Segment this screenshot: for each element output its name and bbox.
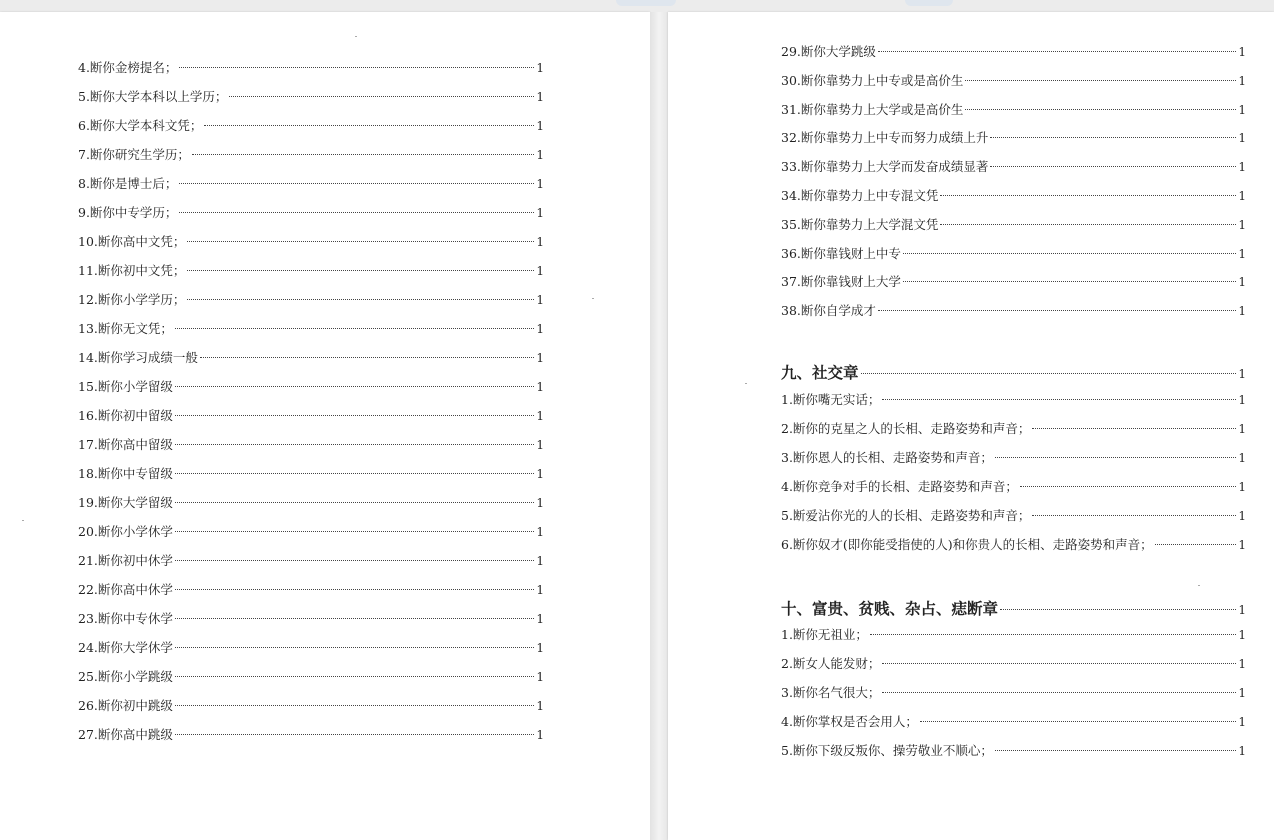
leader-dots — [175, 473, 534, 474]
toc-page-number: 1 — [536, 409, 544, 423]
toc-page-number: 1 — [536, 612, 544, 626]
toc-page-number: 1 — [536, 293, 544, 307]
page-bottom-margin — [0, 755, 650, 775]
toc-entry — [781, 301, 1246, 330]
toc-entry — [78, 232, 544, 261]
toc-entry — [781, 272, 1246, 301]
toc-entry-label: 7.断你研究生学历； — [78, 147, 190, 162]
toc-page-number: 1 — [536, 641, 544, 655]
toc-entry-label: 31.断你靠势力上大学或是高价生 — [781, 101, 964, 117]
toc-entry-label: 8.断你是博士后； — [78, 176, 178, 191]
toc-entry — [781, 186, 1246, 215]
toc-entry — [78, 87, 544, 116]
scan-speck — [22, 520, 24, 521]
toc-entry-label: 3.断你恩人的长相、走路姿势和声音； — [781, 450, 993, 465]
leader-dots — [175, 415, 534, 416]
toc-page-number: 1 — [536, 699, 544, 713]
leader-dots — [965, 80, 1236, 81]
leader-dots — [990, 166, 1236, 167]
toc-entry — [78, 725, 544, 754]
toc-entry-label: 5.断爱沾你光的人的长相、走路姿势和声音； — [781, 508, 1031, 523]
leader-dots — [175, 734, 534, 735]
toc-page-number: 1 — [536, 90, 544, 104]
toc-page-number: 1 — [536, 467, 544, 481]
right-toc-list — [781, 42, 1246, 330]
toc-entry-label: 30.断你靠势力上中专或是高价生 — [781, 72, 964, 88]
leader-dots — [204, 125, 534, 126]
toc-entry — [781, 128, 1246, 157]
toc-entry — [781, 741, 1246, 770]
toc-entry — [78, 551, 544, 580]
toc-entry — [78, 638, 544, 667]
toc-entry — [78, 493, 544, 522]
toc-page-number: 1 — [536, 235, 544, 249]
toc-entry-label: 4.断你掌权是否会用人； — [781, 714, 918, 729]
toc-entry — [781, 419, 1246, 448]
viewer-tab-marker — [905, 0, 953, 6]
leader-dots — [965, 109, 1236, 110]
toc-entry — [78, 348, 544, 377]
scan-speck — [745, 383, 747, 384]
leader-dots — [200, 357, 534, 358]
toc-entry — [78, 319, 544, 348]
toc-entry-label: 10.断你高中文凭； — [78, 234, 186, 249]
section-title: 十、富贵、贫贱、杂占、痣断章 — [781, 599, 999, 618]
section-page-number: 1 — [1238, 367, 1246, 381]
toc-entry-label: 4.断你竞争对手的长相、走路姿势和声音； — [781, 479, 1018, 494]
toc-page-number: 1 — [1238, 509, 1246, 523]
leader-dots — [1000, 609, 1236, 610]
section-heading-10 — [781, 597, 1246, 625]
toc-entry — [781, 42, 1246, 71]
toc-entry — [781, 506, 1246, 535]
toc-page-number: 1 — [1238, 102, 1246, 117]
toc-page-number: 1 — [536, 525, 544, 539]
toc-entry-label: 37.断你靠钱财上大学 — [781, 274, 901, 290]
leader-dots — [940, 195, 1236, 196]
toc-entry — [78, 377, 544, 406]
left-toc-list — [78, 58, 544, 783]
toc-entry-label: 1.断你嘴无实话； — [781, 392, 881, 407]
toc-entry — [781, 654, 1246, 683]
toc-page-number: 1 — [1238, 393, 1246, 407]
section-heading-9 — [781, 361, 1246, 389]
toc-entry — [78, 464, 544, 493]
toc-page-number: 1 — [1238, 73, 1246, 88]
toc-page-number: 1 — [1238, 538, 1246, 552]
leader-dots — [187, 270, 534, 271]
toc-entry-label: 9.断你中专学历； — [78, 205, 178, 220]
toc-entry — [78, 696, 544, 725]
toc-entry — [781, 215, 1246, 244]
toc-entry-label: 18.断你中专留级 — [78, 466, 173, 481]
leader-dots — [995, 750, 1236, 751]
toc-entry — [78, 290, 544, 319]
toc-page-number: 1 — [1238, 480, 1246, 494]
toc-entry-label: 35.断你靠势力上大学混文凭 — [781, 216, 939, 232]
toc-entry-label: 5.断你大学本科以上学历； — [78, 89, 228, 104]
leader-dots — [903, 281, 1236, 282]
leader-dots — [1155, 544, 1237, 545]
toc-page-number: 1 — [536, 554, 544, 568]
toc-entry-label: 20.断你小学休学 — [78, 524, 173, 539]
toc-entry — [78, 261, 544, 290]
leader-dots — [882, 692, 1236, 693]
toc-entry — [78, 145, 544, 174]
toc-entry — [781, 390, 1246, 419]
section-page-number: 1 — [1238, 603, 1246, 617]
toc-entry — [781, 157, 1246, 186]
toc-page-number: 1 — [1238, 275, 1246, 290]
toc-page-number: 1 — [1238, 188, 1246, 203]
leader-dots — [175, 560, 534, 561]
leader-dots — [940, 224, 1236, 225]
toc-entry — [78, 406, 544, 435]
toc-entry-label: 21.断你初中休学 — [78, 553, 173, 568]
toc-page-number: 1 — [536, 148, 544, 162]
toc-entry — [781, 683, 1246, 712]
toc-page-number: 1 — [536, 206, 544, 220]
leader-dots — [192, 154, 534, 155]
leader-dots — [878, 51, 1236, 52]
toc-page-number: 1 — [1238, 246, 1246, 261]
toc-page-number: 1 — [1238, 657, 1246, 671]
toc-entry-label: 27.断你高中跳级 — [78, 727, 173, 742]
toc-entry-label: 23.断你中专休学 — [78, 611, 173, 626]
leader-dots — [882, 399, 1236, 400]
toc-page-number: 1 — [536, 177, 544, 191]
toc-entry-label: 25.断你小学跳级 — [78, 669, 173, 684]
toc-entry-label: 16.断你初中留级 — [78, 408, 173, 423]
leader-dots — [175, 647, 534, 648]
leader-dots — [175, 444, 534, 445]
leader-dots — [175, 705, 534, 706]
toc-entry-label: 5.断你下级反叛你、操劳敬业不顺心； — [781, 743, 993, 758]
leader-dots — [1032, 428, 1236, 429]
toc-entry-label: 29.断你大学跳级 — [781, 44, 876, 59]
toc-entry-label: 12.断你小学学历； — [78, 292, 186, 307]
toc-entry-label: 11.断你初中文凭； — [78, 263, 186, 278]
toc-entry — [78, 522, 544, 551]
toc-entry — [781, 712, 1246, 741]
toc-page-number: 1 — [1238, 422, 1246, 436]
toc-entry — [78, 203, 544, 232]
leader-dots — [861, 373, 1237, 374]
leader-dots — [187, 299, 534, 300]
toc-page-number: 1 — [536, 380, 544, 394]
toc-entry — [781, 244, 1246, 273]
toc-entry — [781, 625, 1246, 654]
toc-page-number: 1 — [1238, 744, 1246, 758]
toc-page-number: 1 — [536, 438, 544, 452]
toc-entry — [781, 535, 1246, 564]
toc-entry-label: 2.断女人能发财； — [781, 656, 881, 671]
section-9-toc-list — [781, 390, 1246, 564]
toc-entry-label: 26.断你初中跳级 — [78, 698, 173, 713]
toc-entry — [781, 477, 1246, 506]
toc-entry — [78, 609, 544, 638]
toc-page-number: 1 — [1238, 628, 1246, 642]
toc-entry-label: 2.断你的克星之人的长相、走路姿势和声音； — [781, 421, 1031, 436]
leader-dots — [878, 310, 1236, 311]
leader-dots — [903, 253, 1236, 254]
viewer-tab-marker — [616, 0, 676, 6]
toc-entry — [78, 116, 544, 145]
toc-entry-label: 24.断你大学休学 — [78, 640, 173, 655]
toc-entry-label: 19.断你大学留级 — [78, 495, 173, 510]
toc-page-number: 1 — [536, 264, 544, 278]
section-10-toc-list — [781, 625, 1246, 770]
toc-page-number: 1 — [1238, 715, 1246, 729]
toc-page-number: 1 — [536, 728, 544, 742]
toc-entry — [781, 100, 1246, 129]
toc-entry — [781, 71, 1246, 100]
page-gutter — [650, 12, 668, 840]
toc-page-number: 1 — [536, 61, 544, 75]
toc-page-number: 1 — [536, 496, 544, 510]
leader-dots — [870, 634, 1236, 635]
toc-page-number: 1 — [1238, 686, 1246, 700]
leader-dots — [179, 212, 534, 213]
leader-dots — [229, 96, 534, 97]
leader-dots — [175, 618, 534, 619]
toc-entry-label: 15.断你小学留级 — [78, 379, 173, 394]
section-title: 九、社交章 — [781, 363, 859, 382]
toc-entry-label: 33.断你靠势力上大学而发奋成绩显著 — [781, 159, 989, 175]
toc-entry-label: 32.断你靠势力上中专而努力成绩上升 — [781, 130, 989, 146]
leader-dots — [175, 386, 534, 387]
toc-page-number: 1 — [1238, 160, 1246, 175]
leader-dots — [175, 589, 534, 590]
toc-page-number: 1 — [1238, 304, 1246, 319]
leader-dots — [175, 531, 534, 532]
toc-entry-label: 6.断你奴才(即你能受指使的人)和你贵人的长相、走路姿势和声音； — [781, 537, 1153, 552]
toc-entry — [78, 435, 544, 464]
scan-speck — [592, 298, 594, 299]
toc-page-number: 1 — [536, 583, 544, 597]
toc-entry-label: 1.断你无祖业； — [781, 627, 868, 642]
leader-dots — [175, 676, 534, 677]
toc-page-number: 1 — [536, 670, 544, 684]
toc-entry-label: 13.断你无文凭； — [78, 321, 173, 336]
viewer-top-strip — [0, 0, 1274, 12]
toc-entry — [781, 448, 1246, 477]
toc-page-number: 1 — [1238, 45, 1246, 59]
toc-entry-label: 4.断你金榜提名； — [78, 60, 178, 75]
leader-dots — [1032, 515, 1236, 516]
scan-speck — [1198, 585, 1200, 586]
toc-entry-label: 36.断你靠钱财上中专 — [781, 245, 901, 261]
toc-entry — [78, 58, 544, 87]
scan-speck — [355, 36, 357, 37]
leader-dots — [179, 67, 534, 68]
toc-page-number: 1 — [536, 322, 544, 336]
toc-entry-label: 17.断你高中留级 — [78, 437, 173, 452]
toc-page-number: 1 — [536, 119, 544, 133]
leader-dots — [179, 183, 534, 184]
leader-dots — [990, 137, 1236, 138]
toc-page-number: 1 — [536, 351, 544, 365]
toc-page-number: 1 — [1238, 451, 1246, 465]
toc-entry-label: 14.断你学习成绩一般 — [78, 350, 198, 365]
toc-entry-label: 6.断你大学本科文凭； — [78, 118, 203, 133]
leader-dots — [995, 457, 1236, 458]
leader-dots — [882, 663, 1236, 664]
toc-entry-label: 34.断你靠势力上中专混文凭 — [781, 187, 939, 203]
toc-entry-label: 3.断你名气很大； — [781, 685, 881, 700]
leader-dots — [187, 241, 534, 242]
toc-entry-label: 38.断你自学成才 — [781, 303, 876, 319]
leader-dots — [175, 328, 534, 329]
toc-entry-label: 22.断你高中休学 — [78, 582, 173, 597]
toc-page-number: 1 — [1238, 217, 1246, 232]
leader-dots — [175, 502, 534, 503]
toc-page-number: 1 — [1238, 131, 1246, 146]
toc-entry — [78, 580, 544, 609]
leader-dots — [1020, 486, 1236, 487]
toc-entry — [78, 174, 544, 203]
toc-entry — [78, 667, 544, 696]
leader-dots — [920, 721, 1236, 722]
